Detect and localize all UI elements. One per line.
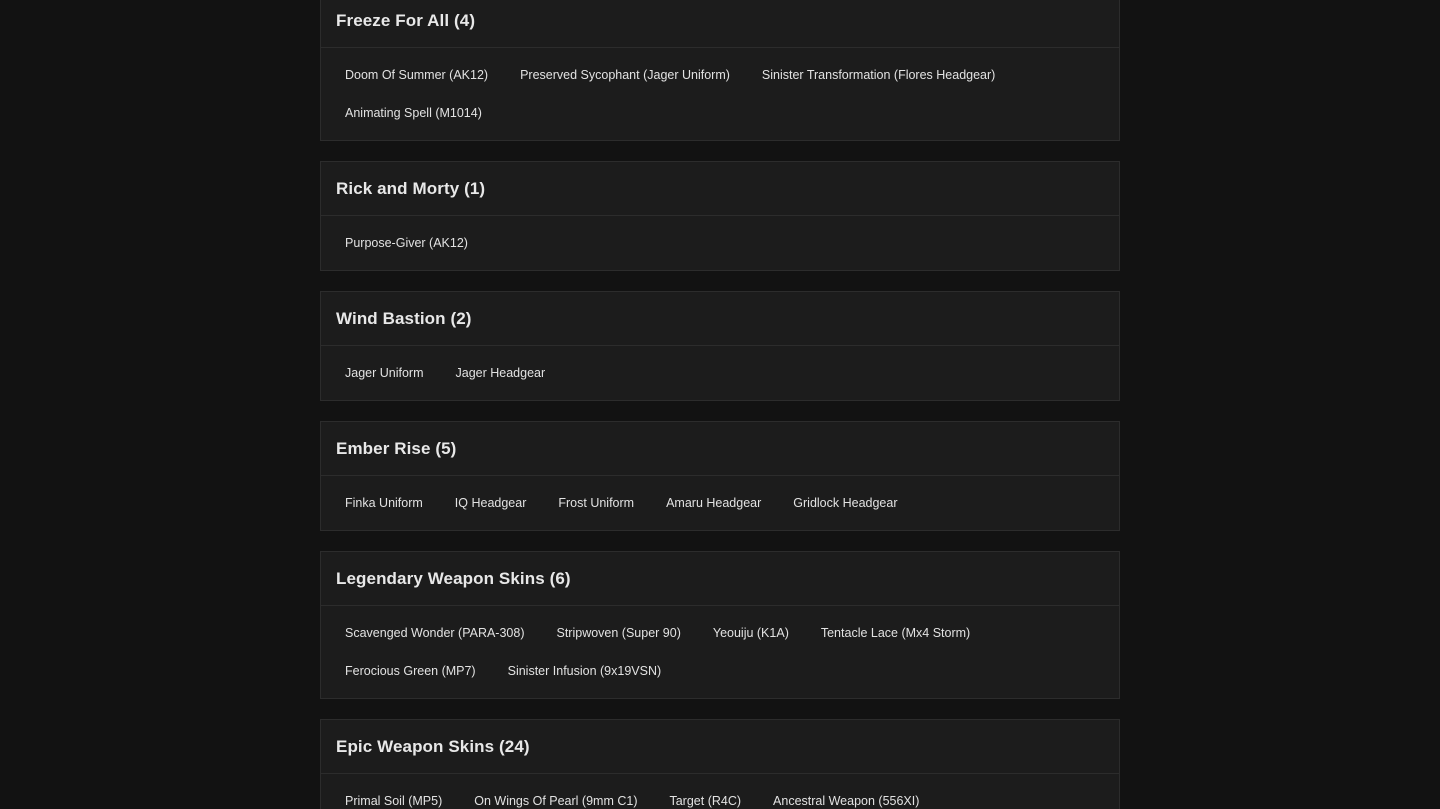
skin-item[interactable]: Amaru Headgear	[666, 496, 762, 510]
collection-items	[321, 216, 1119, 270]
skin-item[interactable]: Purpose-Giver (AK12)	[345, 236, 468, 250]
collection-list	[320, 0, 1120, 809]
collection-items	[321, 476, 1119, 530]
skin-item[interactable]: Animating Spell (M1014)	[345, 106, 482, 120]
skin-item[interactable]: Gridlock Headgear	[793, 496, 898, 510]
skin-item[interactable]: Target (R4C)	[669, 794, 742, 808]
skin-item[interactable]: On Wings Of Pearl (9mm C1)	[474, 794, 638, 808]
collection-card	[320, 421, 1120, 531]
collection-title: Wind Bastion (2)	[321, 292, 1119, 346]
collection-card	[320, 551, 1120, 699]
collection-title: Ember Rise (5)	[321, 422, 1119, 476]
skin-item[interactable]: Doom Of Summer (AK12)	[345, 68, 489, 82]
collection-card	[320, 161, 1120, 271]
skin-item[interactable]: Ancestral Weapon (556XI)	[773, 794, 920, 808]
collection-title: Legendary Weapon Skins (6)	[321, 552, 1119, 606]
collection-title: Freeze For All (4)	[321, 0, 1119, 48]
collection-card	[320, 291, 1120, 401]
skin-item[interactable]: Tentacle Lace (Mx4 Storm)	[820, 626, 971, 640]
collection-items	[321, 774, 1119, 809]
collection-card	[320, 0, 1120, 141]
skin-item[interactable]: IQ Headgear	[454, 496, 527, 510]
collection-items	[321, 346, 1119, 400]
collection-items	[321, 48, 1119, 140]
skin-item[interactable]: Sinister Transformation (Flores Headgear)	[761, 68, 996, 82]
skin-item[interactable]: Sinister Infusion (9x19VSN)	[507, 664, 662, 678]
skin-item[interactable]: Frost Uniform	[558, 496, 635, 510]
skin-item[interactable]: Jager Headgear	[455, 366, 546, 380]
skin-item[interactable]: Primal Soil (MP5)	[345, 794, 443, 808]
skin-item[interactable]: Ferocious Green (MP7)	[345, 664, 476, 678]
collection-card	[320, 719, 1120, 809]
collection-title: Epic Weapon Skins (24)	[321, 720, 1119, 774]
skin-item[interactable]: Finka Uniform	[345, 496, 423, 510]
collection-items	[321, 606, 1119, 698]
skin-item[interactable]: Scavenged Wonder (PARA-308)	[345, 626, 525, 640]
skin-item[interactable]: Jager Uniform	[345, 366, 424, 380]
collection-title: Rick and Morty (1)	[321, 162, 1119, 216]
skin-item[interactable]: Stripwoven (Super 90)	[556, 626, 681, 640]
skin-item[interactable]: Preserved Sycophant (Jager Uniform)	[520, 68, 730, 82]
skin-item[interactable]: Yeouiju (K1A)	[712, 626, 789, 640]
